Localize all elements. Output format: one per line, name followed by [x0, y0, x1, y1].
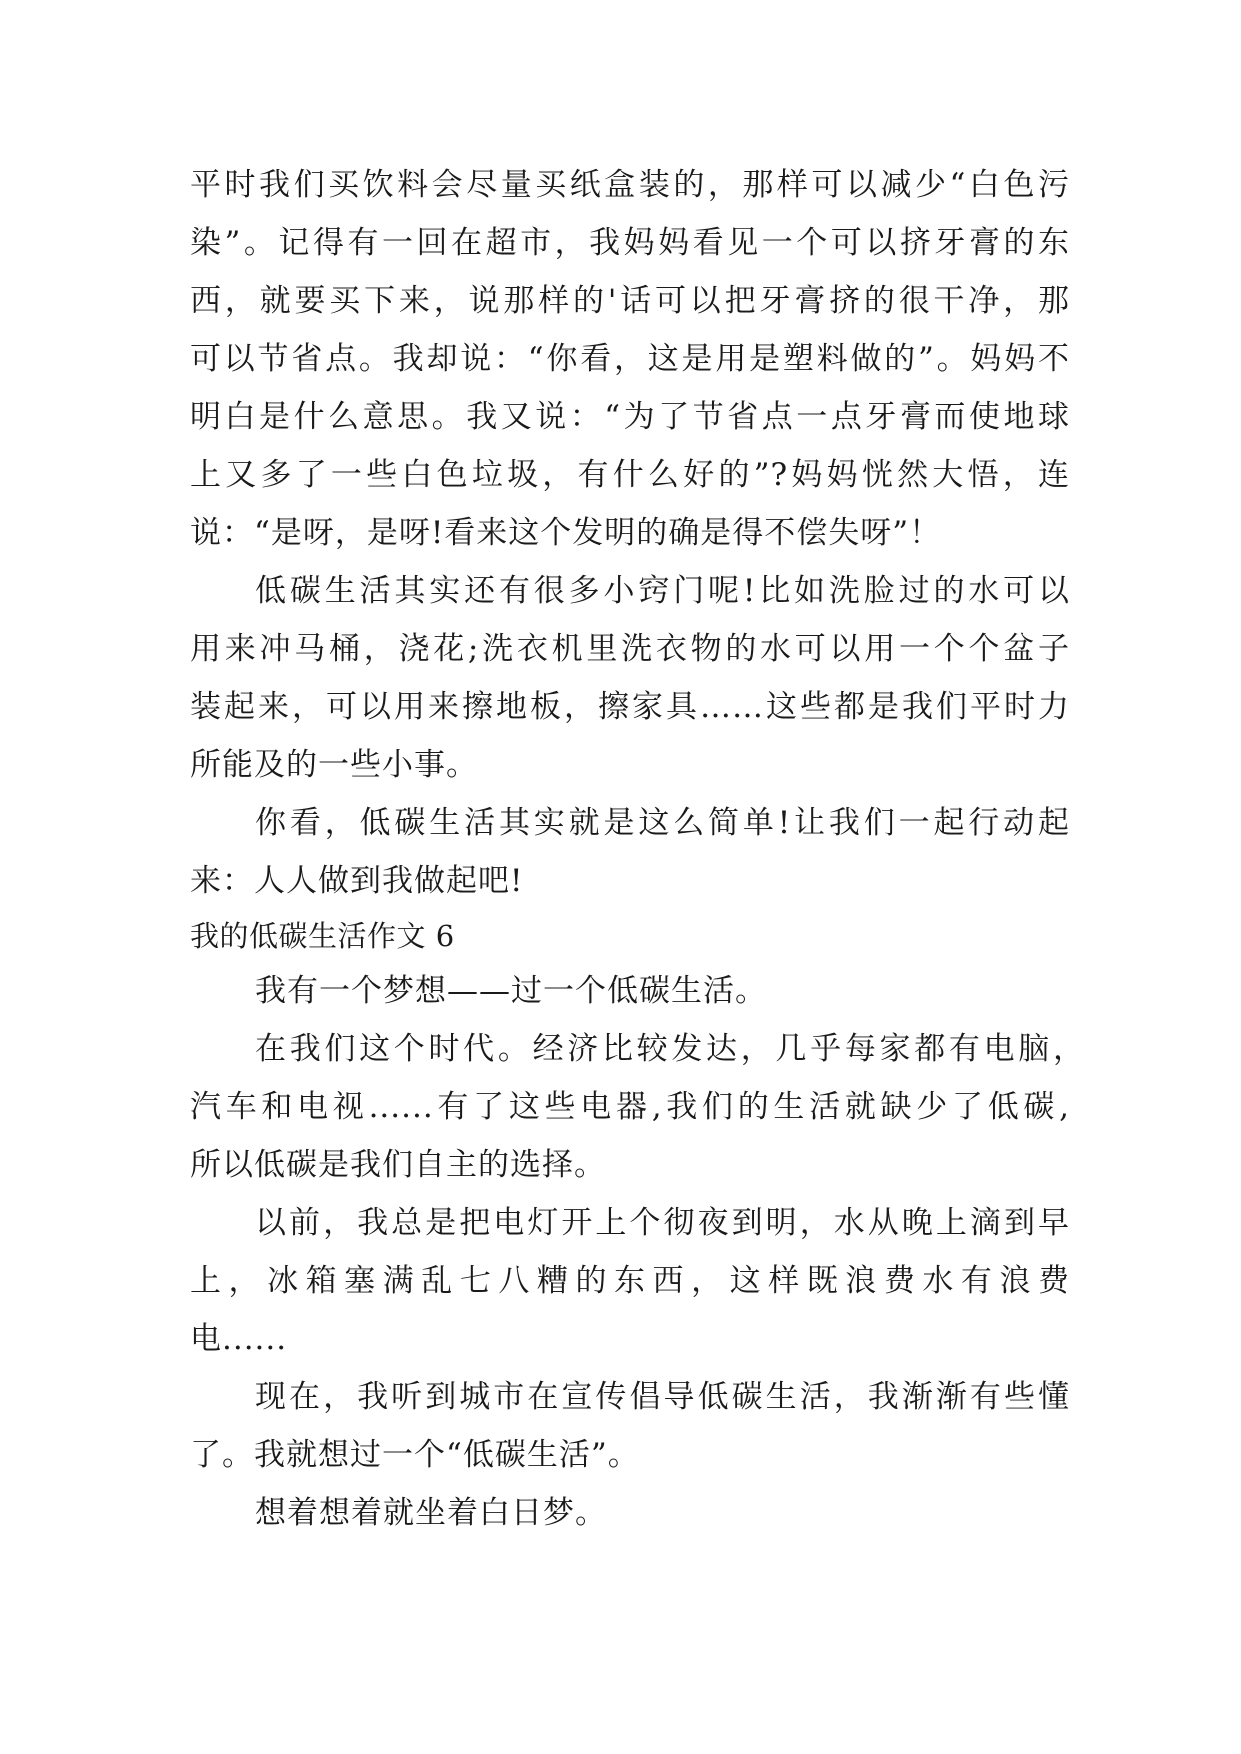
section-paragraph-4-line-1: 现在，我听到城市在宣传倡导低碳生活，我渐渐有些懂	[255, 1379, 1070, 1415]
section-paragraph-5-line-1: 想着想着就坐着白日梦。	[255, 1495, 607, 1531]
paragraph-1-line-7: 说：“是呀，是呀!看来这个发明的确是得不偿失呀”！	[190, 515, 942, 551]
paragraph-1-line-5: 明白是什么意思。我又说：“为了节省点一点牙膏而使地球	[190, 399, 1070, 435]
paragraph-1-line-3: 西，就要买下来，说那样的'话可以把牙膏挤的很干净，那	[190, 283, 1070, 319]
section-heading: 我的低碳生活作文 6	[190, 919, 455, 953]
paragraph-3-line-1: 你看，低碳生活其实就是这么简单!让我们一起行动起	[255, 805, 1070, 841]
paragraph-2-line-1: 低碳生活其实还有很多小窍门呢!比如洗脸过的水可以	[255, 573, 1070, 609]
section-paragraph-3-line-2: 上，冰箱塞满乱七八糟的东西，这样既浪费水有浪费	[190, 1263, 1070, 1299]
section-paragraph-4-line-2: 了。我就想过一个“低碳生活”。	[190, 1437, 640, 1473]
section-paragraph-2-line-1: 在我们这个时代。经济比较发达，几乎每家都有电脑，	[255, 1031, 1085, 1067]
paragraph-1-line-1: 平时我们买饮料会尽量买纸盒装的，那样可以减少“白色污	[190, 167, 1070, 203]
paragraph-3-line-2: 来：人人做到我做起吧!	[190, 863, 524, 899]
section-paragraph-2-line-2: 汽车和电视......有了这些电器,我们的生活就缺少了低碳,	[190, 1089, 1070, 1125]
paragraph-2-line-4: 所能及的一些小事。	[190, 747, 478, 783]
paragraph-2-line-3: 装起来，可以用来擦地板，擦家具……这些都是我们平时力	[190, 689, 1070, 725]
section-paragraph-2-line-3: 所以低碳是我们自主的选择。	[190, 1147, 606, 1183]
paragraph-2-line-2: 用来冲马桶，浇花;洗衣机里洗衣物的水可以用一个个盆子	[190, 631, 1070, 667]
section-paragraph-3-line-1: 以前，我总是把电灯开上个彻夜到明，水从晚上滴到早	[255, 1205, 1070, 1241]
section-paragraph-3-line-3: 电......	[190, 1321, 288, 1357]
section-paragraph-1-line-1: 我有一个梦想——过一个低碳生活。	[255, 973, 767, 1009]
paragraph-1-line-6: 上又多了一些白色垃圾，有什么好的”?妈妈恍然大悟，连	[190, 457, 1070, 493]
paragraph-1-line-4: 可以节省点。我却说：“你看，这是用是塑料做的”。妈妈不	[190, 341, 1070, 377]
paragraph-1-line-2: 染”。记得有一回在超市，我妈妈看见一个可以挤牙膏的东	[190, 225, 1070, 261]
